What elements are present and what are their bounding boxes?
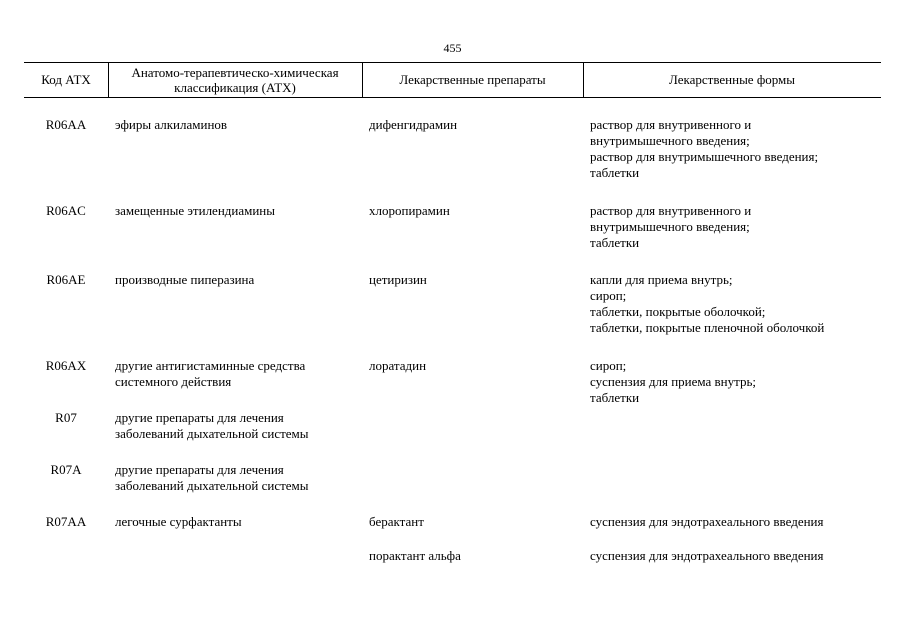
dosage-forms-line: внутримышечного введения; xyxy=(590,133,750,148)
table-header-rule xyxy=(24,97,881,98)
atx-classification xyxy=(115,272,254,288)
dosage-forms-line: таблетки xyxy=(590,165,640,180)
atx-classification-line: заболеваний дыхательной системы xyxy=(115,478,309,493)
atx-code: R06AX xyxy=(45,358,87,373)
atx-classification-line: производные пиперазина xyxy=(115,272,255,287)
atx-classification-line: другие антигистаминные средства xyxy=(115,358,306,373)
header-atx-line2: классификация (АТХ) xyxy=(174,79,296,95)
atx-classification-line: замещенные этилендиамины xyxy=(115,203,275,218)
atx-code: R07A xyxy=(50,462,82,477)
atx-classification-line: другие препараты для лечения xyxy=(115,410,284,425)
atx-classification xyxy=(115,117,227,133)
atx-classification xyxy=(115,358,305,390)
atx-code: R07 xyxy=(55,410,77,425)
dosage-forms-line: раствор для внутривенного и xyxy=(590,203,752,218)
dosage-forms xyxy=(590,358,756,406)
dosage-forms xyxy=(590,272,824,336)
header-atx xyxy=(108,62,362,97)
atx-classification xyxy=(115,462,309,494)
header-forms: Лекарственные формы xyxy=(668,72,796,87)
header-code: Код АТХ xyxy=(41,72,91,87)
header-atx-line1: Анатомо-терапевтическо-химическая xyxy=(131,64,339,80)
dosage-forms-line: внутримышечного введения; xyxy=(590,219,750,234)
header-drugs: Лекарственные препараты xyxy=(399,72,546,87)
atx-classification xyxy=(115,410,309,442)
dosage-forms xyxy=(590,117,818,181)
dosage-forms-line: суспензия для эндотрахеального введения xyxy=(590,548,824,563)
dosage-forms-line: раствор для внутривенного и xyxy=(590,117,752,132)
dosage-forms-line: раствор для внутримышечного введения; xyxy=(590,149,819,164)
dosage-forms-line: таблетки xyxy=(590,390,640,405)
atx-code: R06AE xyxy=(46,272,86,287)
dosage-forms xyxy=(590,548,824,564)
drug-name: порактант альфа xyxy=(369,548,461,563)
drug-name: цетиризин xyxy=(369,272,427,287)
dosage-forms-line: суспензия для приема внутрь; xyxy=(590,374,757,389)
dosage-forms-line: сироп; xyxy=(590,358,627,373)
atx-code: R06AC xyxy=(46,203,86,218)
page-number: 455 xyxy=(443,41,462,55)
drug-name: лоратадин xyxy=(369,358,427,373)
atx-classification-line: заболеваний дыхательной системы xyxy=(115,426,309,441)
atx-code: R06AA xyxy=(45,117,87,132)
drug-name: дифенгидрамин xyxy=(369,117,458,132)
dosage-forms-line: сироп; xyxy=(590,288,627,303)
atx-classification-line: системного действия xyxy=(115,374,232,389)
dosage-forms-line: таблетки, покрытые пленочной оболочкой xyxy=(590,320,825,335)
dosage-forms-line: таблетки, покрытые оболочкой; xyxy=(590,304,766,319)
atx-classification-line: эфиры алкиламинов xyxy=(115,117,228,132)
atx-code: R07AA xyxy=(45,514,87,529)
drug-name: хлоропирамин xyxy=(369,203,450,218)
dosage-forms-line: суспензия для эндотрахеального введения xyxy=(590,514,824,529)
dosage-forms xyxy=(590,514,824,530)
drug-name: берактант xyxy=(369,514,424,529)
dosage-forms xyxy=(590,203,751,251)
atx-classification-line: другие препараты для лечения xyxy=(115,462,284,477)
dosage-forms-line: таблетки xyxy=(590,235,640,250)
atx-classification xyxy=(115,514,242,530)
atx-classification-line: легочные сурфактанты xyxy=(115,514,242,529)
atx-classification xyxy=(115,203,275,219)
dosage-forms-line: капли для приема внутрь; xyxy=(590,272,733,287)
